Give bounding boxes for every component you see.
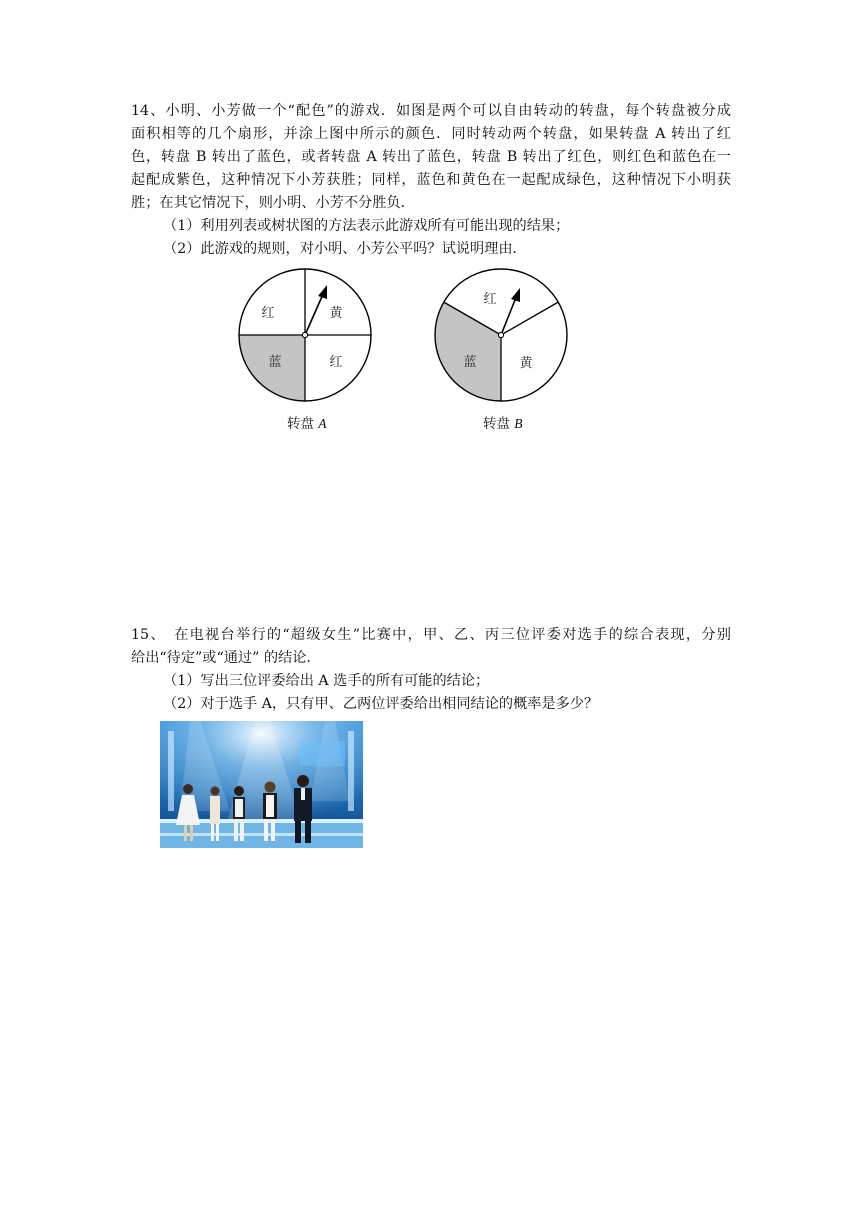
spinner-b [430, 268, 572, 406]
q15-subquestion-1: （1）写出三位评委给出 A 选手的所有可能的结论； [163, 673, 490, 689]
spinner-a-label-yellow: 黄 [329, 306, 343, 321]
spinner-a [234, 268, 376, 406]
q15-line-1: 15、 在电视台举行的“超级女生”比赛中，甲、乙、丙三位评委对选手的综合表现，分别 [131, 627, 731, 643]
q14-subquestion-2: （2）此游戏的规则，对小明、小芳公平吗？试说明理由． [163, 241, 527, 257]
q15-subquestion-2: （2）对于选手 A，只有甲、乙两位评委给出相同结论的概率是多少？ [163, 696, 599, 712]
spinner-b-label-blue: 蓝 [463, 355, 477, 370]
spinner-b-pointer [501, 295, 517, 335]
q14-line-3: 色，转盘 B 转出了蓝色，或者转盘 A 转出了蓝色，转盘 B 转出了红色，则红色和蓝色在一 [131, 149, 731, 165]
spinner-a-caption [287, 412, 327, 432]
q15-line-2: 给出“待定”或“通过” 的结论． [131, 650, 321, 666]
q14-line-1: 14、小明、小芳做一个“配色”的游戏．如图是两个可以自由转动的转盘，每个转盘被分成 [131, 103, 731, 119]
q14-line-2: 面积相等的几个扇形，并涂上图中所示的颜色．同时转动两个转盘，如果转盘 A 转出了红 [131, 126, 731, 142]
spinner-a-pointer [305, 292, 324, 335]
spinner-a-label-blue: 蓝 [268, 355, 282, 370]
spinner-b-pointer-head [511, 288, 520, 302]
spinner-b-shaded-sector [435, 302, 501, 401]
spinner-b-center [498, 332, 503, 337]
spinner-b-divider [501, 302, 558, 335]
spinner-b-caption-text: 转盘 [483, 416, 510, 432]
spinner-a-pointer-head [318, 285, 327, 299]
spinner-a-caption-letter: A [318, 416, 327, 431]
spinner-a-label-red: 红 [261, 306, 275, 321]
question-14-text [131, 100, 731, 215]
q14-line-4: 起配成紫色，这种情况下小芳获胜；同样，蓝色和黄色在一起配成绿色，这种情况下小明获 [131, 172, 731, 188]
spinner-a-label-red: 红 [329, 355, 343, 370]
spinner-b-caption-letter: B [514, 416, 523, 431]
spinner-a-caption-text: 转盘 [287, 416, 314, 432]
q14-subquestion-1: （1）利用列表或树状图的方法表示此游戏所有可能出现的结果； [163, 218, 570, 234]
spinner-b-label-yellow: 黄 [519, 356, 533, 371]
question-15-text [131, 624, 731, 670]
stage-photo [160, 721, 363, 848]
stage-photo-icon [160, 721, 363, 848]
spinner-b-caption [483, 412, 523, 432]
q14-line-5: 胜；在其它情况下，则小明、小芳不分胜负． [131, 195, 415, 211]
spinner-a-center [302, 332, 307, 337]
spinner-b-label-red: 红 [483, 292, 497, 307]
